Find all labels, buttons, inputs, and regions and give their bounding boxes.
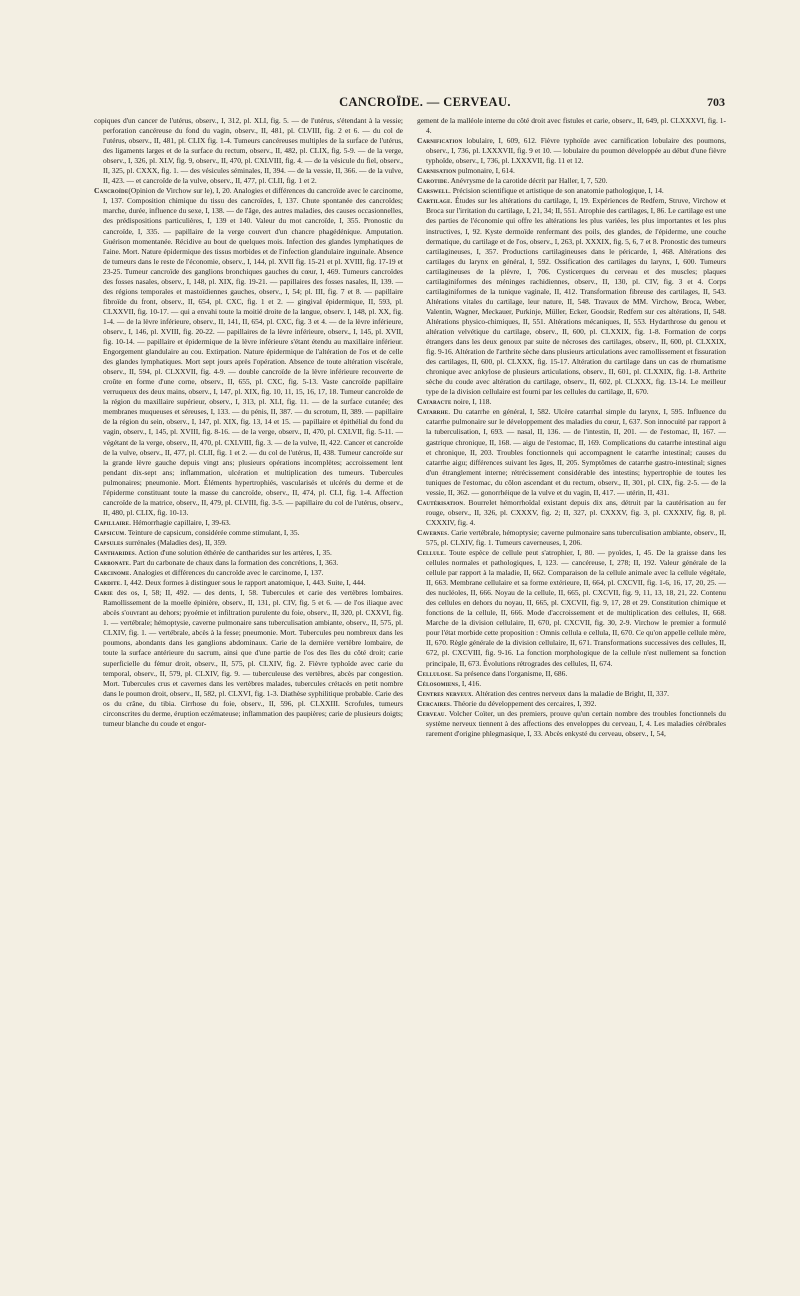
index-entry: [94, 528, 403, 538]
entry-headword: Carbonate: [94, 558, 130, 568]
text-columns: [94, 116, 726, 1196]
entry-text: . Teinture de capsicum, considérée comme stimulant, I, 35.: [124, 527, 300, 537]
entry-text: . Toute espèce de cellule peut s'atrophier, I, 80. — pyoïdes, I, 45. De la graisse dans les cellules normales et pathologiques, I, 123. — cancéreuse, I, 278; II, 192. Valeur générale de la cellule par rapport à la maladie, II, 662. Comparaison de la cellule animale avec la cellule végétale, II, 663. Membrane cellulaire et sa forme extérieure, II, 664, pl. CXCVII, fig. 1-6, 16, 17, 20, 25. — des nucléoles, II, 666. Noyau de la cellule, II, 665, pl. CXCVII, fig. 9, 11, 13, 18, 21, 22. Contenu des cellules en dehors du noyau, II, 665, pl. CXCVII, fig. 9, 17, 28 et 29. Constitution chimique et fonctions de la cellule, II, 666. Mode d'accroissement et de multiplication des cellules, II, 668. Marche de la division cellulaire, II, 670, pl. CXCVII, fig. 30, 2-9. Virchow le premier a formulé pour l'état morbide cette proposition : Omnis cellula e cellula, II, 670. Ce qu'on appelle cellule mère, II, 670. Règle générale de la division cellulaire, II, 671. Transformations successives des cellules, II, 672, pl. CXCVIII, fig. 9-16. La fonction morphologique de la cellule n'est nullement sa fonction principale, II, 673. Évolutions rétrogrades des cellules, II, 674.: [426, 548, 726, 668]
running-title: CANCROÏDE. — CERVEAU.: [339, 95, 511, 109]
entry-text: (Opinion de Virchow sur le), I, 20. Analogies et différences du cancroïde avec le carcinome, I, 137. Composition chimique du tissu des cancroïdes, I, 137. Chute spontanée des cancroïdes; marche, durée, influence du sexe, I, 138. — de l'âge, des autres maladies, des causes occasionnelles, des prédispositions particulières, I, 139 et 140. Valeur du mot cancroïde, I, 355. Pronostic du cancroïde, I, 335. — papillaire de la verge couvert d'un chancre phagédénique. Amputation. Guérison momentanée. Récidive au bout de quelques mois. Infection des glandes lymphatiques de l'aine. Mort. Nature épidermique des tissus morbides et de l'infection glandulaire inguinale. Absence de tumeurs dans le reste de l'économie, observ., I, 144, pl. XVII fig. 15-21 et pl. XVIII, fig. 17-19 et 23-25. Tumeur cancroïde des ganglions bronchiques gauches du cœur, I, 469. Tumeurs cancroïdes des fosses nasales, observ., I, 148, pl. XIX, fig. 19-21. — papillaires des fosses nasales, II, 139. — des régions temporales et mastoïdiennes gauches, observ., I, 54; pl. III, fig. 7 et 8. — papillaire fibroïde du front, observ., II, 654, pl. CXC, fig. 1 et 2. — gingival épidermique, II, 593, pl. CLXXVII, fig. 10-17. — qui a envahi toute la moitié droite de la langue, observ. I, 148, pl. XX, fig. 1-4. — de la lèvre inférieure, observ., II, 141, II, 654, pl. CXC, fig. 3 et 4. — de la lèvre inférieure, observ., I, 146, pl. XVIII, fig. 20-22. — papillaires de la lèvre inférieure, observ., I, 145, pl. XVII, fig. 10-14. — papillaire et épidermique de la lèvre inférieure s'étant étendu au maxillaire inférieur. Engorgement glandulaire au cou. Extirpation. Nature épidermique de l'altération de l'os et de celle des glandes lymphatiques. Mort sept jours après l'opération. Absence de toute altération viscérale, observ., II, 594, pl. CLXXVII, fig. 4-9. — double cancroïde de la lèvre inférieure recouverte de croûte en forme d'une corne, observ., II, 655, pl. CXC, fig. 5-13. Vaste cancroïde papillaire verruqueux des deux mains, observ., I, 147, pl. XIX, fig. 10, 11, 15, 16, 17, 18. Tumeur cancroïde de la région du maxillaire supérieur, observ., I, 313, pl. XLI, fig. 11. — de la surface cutanée; des membranes muqueuses et séreuses, I, 133. — du pénis, II, 387. — du scrotum, II, 389. — papillaire de la région du sein, observ., I, 147, pl. XIX, fig. 13, 14 et 15. — papillaire et épithélial du fond du vagin, observ., I, 145, pl. XVIII, fig. 8-16. — de la verge, observ., II, 470, pl. CXLVII, fig. 5-11. — végétant de la verge, observ., II, 470, pl. CXLVIII, fig. 3. — de la vulve, II, 422. Cancer et cancroïde de la vulve, observ., II, 477, pl. CLII, fig. 1 et 2. — du col de l'utérus, II, 438. Tumeur cancroïde sur la grande lèvre gauche depuis vingt ans; plusieurs opérations incomplètes; accroissement lent pendant dix-sept ans; inflammation, ulcération et multiplication des tumeurs. Tubercules pulmonaires; pneumonie. Mort. Éléments hypertrophiés, vascularisés et ulcérés du derme et de l'épiderme constituant toute la masse du cancroïde, observ., II, 474, pl. CLI, fig. 1-4. Affection cancroïde de la matrice, observ., II, 479, pl. CLVIII, fig. 3-5. — papillaire du col de l'utérus, observ., II, 480, pl. CLIX, fig. 10-13.: [103, 186, 403, 517]
entry-headword: Carie: [94, 588, 113, 598]
left-column: [94, 116, 403, 1196]
index-entry: [417, 498, 726, 528]
entry-headword: Centres nerveux: [417, 688, 472, 698]
entry-text: . Hémorrhagie capillaire, I, 39-63.: [129, 517, 231, 527]
entry-headword: Cercaires: [417, 698, 451, 708]
index-entry: [417, 136, 726, 166]
index-entry: [417, 166, 726, 176]
entry-text: . Du catarrhe en général, I, 582. Ulcère catarrhal simple du larynx, I, 595. Influence du catarrhe pulmonaire sur le développement des maladies du cœur, I, 637. Son innocuité par rapport à la tuberculisation, I, 693. — nasal, II, 136. — de l'intestin, II, 201. — de l'estomac, II, 167. — gastrique chronique, II, 168. — aigu de l'estomac, II, 169. Complications du catarrhe intestinal aigu et chronique, II, 203. Troubles fonctionnels qui accompagnent le catarrhe intestinal; causes du catarrhe aigu; différences suivant les âges, II, 205. Symptômes de catarrhe gastro-intestinal; signes d'un étranglement interne; rétrécissement considérable des intestins; hypertrophie de toutes les tuniques de l'estomac, du côlon ascendant et du rectum, observ., II, 301, pl. CIX, fig. 2-5. — de la vessie, II, 362. — gonorrhéique de la vulve et du vagin, II, 417. — utérin, II, 431.: [426, 407, 726, 497]
index-entry: [417, 679, 726, 689]
entry-text: . Théorie du développement des cercaires, I, 392.: [450, 698, 597, 708]
entry-headword: Capsicum: [94, 527, 125, 537]
entry-headword: Cartilage: [417, 196, 451, 206]
index-entry: [417, 709, 726, 739]
entry-headword: Cautérisation: [417, 497, 464, 507]
entry-text: pulmonaire, I, 614.: [456, 166, 515, 176]
index-entry: [94, 116, 403, 186]
entry-text: . Altération des centres nerveux dans la maladie de Bright, II, 337.: [471, 688, 670, 698]
entry-headword: Carnification: [417, 136, 463, 146]
entry-text: . Carie vertébrale, hémoptysie; caverne pulmonaire sans tuberculisation ambiante, observ., II, 575, pl. CLXIV, fig. 1. Tumeurs caverneuses, I, 206.: [426, 527, 726, 547]
entry-headword: Cavernes: [417, 527, 448, 537]
index-entry: [417, 186, 726, 196]
entry-text: , I, 416.: [458, 678, 482, 688]
index-entry: [417, 528, 726, 548]
index-entry: [94, 578, 403, 588]
entry-headword: Carotide: [417, 176, 448, 186]
index-entry: [417, 548, 726, 669]
entry-headword: Carcinome: [94, 568, 130, 578]
entry-text: . I, 442. Deux formes à distinguer sous le rapport anatomique, I, 443. Suite, I, 444.: [120, 578, 366, 588]
entry-headword: Célosomiens: [417, 678, 459, 688]
entry-text: . Volcher Coïter, un des premiers, prouve qu'un certain nombre des troubles fonctionnels du système nerveux tiennent à des affections des enveloppes du cerveau, I, 4. Les maladies cérébrales rarement d'origine phlegmasique, I, 33. Abcès enkysté du cerveau, observ., I, 54,: [426, 708, 726, 738]
entry-headword: Capsules: [94, 537, 124, 547]
entry-headword: Carswell: [417, 186, 449, 196]
index-entry: [94, 548, 403, 558]
entry-text: surrénales (Maladies des), II, 359.: [123, 537, 227, 547]
page-header: [0, 95, 800, 111]
entry-headword: Cantharides: [94, 548, 135, 558]
entry-headword: Cerveau: [417, 708, 445, 718]
entry-text: . Part du carbonate de chaux dans la formation des concrétions, I, 363.: [129, 558, 339, 568]
entry-text: noire, I, 118.: [451, 397, 492, 407]
index-entry: [417, 669, 726, 679]
entry-text: . Bourrelet hémorrhoïdal existant depuis dix ans, détruit par la cautérisation au fer rouge, observ., II, 326, pl. CXXXV, fig. 2; II, 327, pl. CXXXV, fig. 3, pl. CXXXIV, fig. 8, pl. CXXXIV, fig. 4.: [426, 497, 726, 527]
entry-headword: Cataracte: [417, 397, 452, 407]
index-entry: [417, 116, 726, 136]
entry-text: . Précision scientifique et artistique de son anatomie pathologique, I, 14.: [448, 186, 664, 196]
right-column: [417, 116, 726, 1196]
index-entry: [94, 186, 403, 518]
entry-headword: Cellulose: [417, 668, 452, 678]
entry-headword: Cellule: [417, 548, 445, 558]
index-entry: [417, 699, 726, 709]
entry-text: lobulaire, I, 609, 612. Fièvre typhoïde avec carnification lobulaire des poumons, observ., I, 736, pl. LXXXVII, fig. 9 et 10. — lobulaire du poumon développée au début d'une fièvre typhoïde, observ., I, 736, pl. LXXXVII, fig. 11 et 12.: [426, 136, 726, 166]
index-entry: [417, 689, 726, 699]
index-entry: [417, 176, 726, 186]
index-entry: [417, 397, 726, 407]
entry-headword: Catarrhe: [417, 407, 449, 417]
entry-text: gement de la malléole interne du côté droit avec fistules et carie, observ., II, 649, pl. CLXXXVI, fig. 1-4.: [417, 116, 726, 136]
index-entry: [94, 538, 403, 548]
page-number: 703: [707, 95, 725, 109]
index-entry: [417, 196, 726, 397]
index-entry: [94, 588, 403, 729]
entry-text: . Sa présence dans l'organisme, II, 686.: [451, 668, 568, 678]
entry-text: . Analogies et différences du cancroïde avec le carcinome, I, 137.: [129, 568, 324, 578]
entry-headword: Capillaire: [94, 517, 130, 527]
entry-text: des os, I, 58; II, 492. — des dents, I, 58. Tubercules et carie des vertèbres lombaires. Ramollissement de la moelle épinière, observ., II, 131, pl. CIV, fig. 5 et 6. — de l'os iliaque avec abcès s'ouvrant au dehors; pyoémie et infiltration purulente du foie, observ., II, 320, pl. CXXVI, fig. 1. — vertébrale; hémoptysie, caverne pulmonaire sans tuberculisation ambiante, observ., II, 575, pl. CLXIV, fig. 1. — vertébrale, abcès à la fesse; pneumonie. Mort. Tubercules peu nombreux dans les poumons, abondants dans les ganglions abdominaux. Carie de la dernière vertèbre lombaire, de toute la surface antérieure du sacrum, ainsi que d'une partie de l'os des îles du côté droit; carie superficielle du fémur droit, observ., II, 575, pl. CLXIV, fig. 2. Fièvre typhoïde avec carie du temporal, observ., II, 579, pl. CLXIV, fig. 9. — tuberculeuse des vertèbres, abcès par congestion. Mort. Tubercules crus et cavernes dans les vertèbres malades, tubercules crétacés en petit nombre dans le poumon droit, observ., II, 582, pl. CLXVI, fig. 1-3. Diathèse syphilitique probable. Carie des os du crâne, du tibia. Cirrhose du foie, observ., II, 596, pl. CLXXIII. Scrofules, tumeurs circonscrites du derme, éruption eczémateuse; inflammation des paupières; carie de plusieurs doigts; tumeur blanche du coude et engor-: [103, 588, 403, 728]
entry-text: . Anévrysme de la carotide décrit par Haller, I, 7, 520.: [447, 176, 608, 186]
entry-text: . Études sur les altérations du cartilage, I, 19. Expériences de Redfern, Struve, Virchow et Broca sur l'irritation du cartilage, I, 21, 34; II, 551. Atrophie des cartilages, I, 86. Le cartilage est une des parties de l'économie qui offre les altérations les plus variées, les plus importantes et les plus instructives, I, 92. Kyste dermoïde renfermant des poils, des glandes, de l'épiderme, une couche dermatique, du cartilage et de l'os, observ., I, 263, pl. XXXIX, fig. 5, 6, 7 et 8. Pronostic des tumeurs cartilagineuses, I, 357. Productions cartilagineuses dans le péricarde, I, 468. Altérations des cartilages du larynx en général, I, 592. Ossification des cartilages du larynx, I, 600. Tumeurs cartilagineuses de la plèvre, I, 706. Cysticerques du cerveau et des muscles; plaques cartilaginiformes des méninges rachidiennes, observ., II, 130, pl. CIV, fig. 3 et 4. Corps cartilaginiformes de la tunique vaginale, II, 412. Transformation fibreuse des cartilages, II, 543. Altérations vitales du cartilage, leur nature, II, 548. Travaux de MM. Virchow, Broca, Weber, Valentin, Wagner, Meckauer, Purkinje, Müller, Ecker, Goodsir, Redfern sur ces altérations, II, 548. Altérations physico-chimiques, II, 551. Altérations mécaniques, II, 553. Hydarthrose du genou et altération velvétique du cartilage, observ., II, 600, pl. CLXXIX, fig. 1-8. Formation de corps étrangers dans les deux genoux par suite de nécroses des cartilages, observ., II, 600, pl. CLXXIX, fig. 9-16. Altération de l'arthrite sèche dans plusieurs articulations avec ramollissement et fissuration des cartilages, II, 600, pl. CLXXX, fig. 15-17. Altération du cartilage dans un cas de rhumatisme chronique avec ankylose de plusieurs articulations, observ., II, 601, pl. CLXXIX, fig. 1-8. Arthrite sèche du coude avec altération du cartilage, observ., II, 602, pl. CLXXX, fig. 13-14. Le meilleur type de la division cellulaire est fourni par les cellules du cartilage, II, 670.: [426, 196, 726, 397]
entry-text: . Action d'une solution éthérée de cantharides sur les artères, I, 35.: [134, 548, 332, 558]
entry-headword: Cancroïde: [94, 186, 129, 196]
entry-text: copiques d'un cancer de l'utérus, observ., I, 312, pl. XLI, fig. 5. — de l'utérus, s'étendant à la vessie; perforation cancéreuse du fond du vagin, observ., II, 481, pl. CLVIII, fig. 2 et 6. — du col de l'utérus, observ., II, 481, pl. CLIX fig. 1-4. Tumeurs cancéreuses multiples de la surface de l'utérus, des ligaments larges et de la surface du rectum, observ., II, 482, pl. CLIX, fig. 5-9. — de la verge, observ., I, 326, pl. XLV, fig. 9, observ., II, 470, pl. CXLVIII, fig. 4. — de la vésicule du fiel, observ., II, 325, pl. CXXX, fig. 1. — des vésicules séminales, II, 394. — de la vessie, II, 366. — de la vulve, II, 423. — et cancroïde de la vulve, observ., II, 477, pl. CLII, fig. 1 et 2.: [94, 116, 403, 186]
index-entry: [417, 407, 726, 497]
entry-headword: Carnisation: [417, 166, 457, 176]
index-entry: [94, 558, 403, 568]
index-entry: [94, 518, 403, 528]
entry-headword: Cardite: [94, 578, 121, 588]
index-entry: [94, 568, 403, 578]
